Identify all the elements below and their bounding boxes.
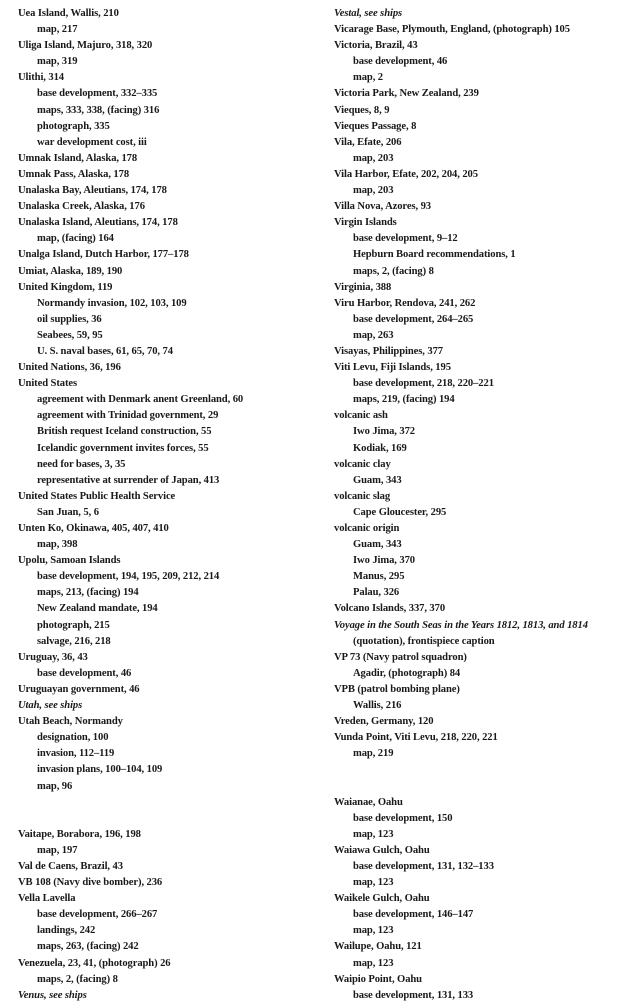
index-entry bbox=[18, 795, 323, 811]
index-entry: volcanic ash bbox=[334, 410, 388, 422]
index-subentry: base development, 131, 132–133 bbox=[353, 860, 494, 872]
index-entry: Umnak Island, Alaska, 178 bbox=[18, 152, 138, 164]
index-entry: Voyage in the South Seas in the Years 1812, 1813, and 1814 bbox=[334, 619, 588, 631]
index-entry: Vicarage Base, Plymouth, England, (photograph) 105 bbox=[334, 24, 570, 36]
index-subentry: map, 123 bbox=[353, 828, 394, 840]
index-entry: Vunda Point, Viti Levu, 218, 220, 221 bbox=[334, 732, 498, 744]
index-subentry: Iwo Jima, 372 bbox=[353, 426, 415, 438]
index-subentry: San Juan, 5, 6 bbox=[37, 506, 99, 518]
index-entry: Uea Island, Wallis, 210 bbox=[18, 8, 119, 19]
index-subentry: designation, 100 bbox=[37, 732, 109, 744]
index-subentry: base development, 332–335 bbox=[37, 88, 158, 100]
index-entry: Venus, see ships bbox=[18, 989, 87, 1001]
index-subentry: British request Iceland construction, 55 bbox=[37, 426, 212, 438]
index-entry: Viru Harbor, Rendova, 241, 262 bbox=[334, 297, 476, 309]
index-entry: Waikele Gulch, Oahu bbox=[334, 893, 430, 905]
index-subentry: map, 2 bbox=[353, 72, 384, 84]
index-subentry: base development, 131, 133 bbox=[353, 989, 474, 1001]
index-subentry: base development, 146–147 bbox=[353, 909, 474, 921]
index-subentry: Kodiak, 169 bbox=[353, 442, 407, 454]
index-subentry: photograph, 215 bbox=[37, 619, 110, 631]
index-subentry: Normandy invasion, 102, 103, 109 bbox=[37, 297, 187, 309]
index-entry: Wailupe, Oahu, 121 bbox=[334, 941, 422, 953]
index-subentry: maps, 333, 338, (facing) 316 bbox=[37, 104, 160, 116]
index-entry: Victoria, Brazil, 43 bbox=[334, 40, 418, 52]
index-subentry: map, (facing) 164 bbox=[37, 233, 114, 245]
index-subentry: map, 123 bbox=[353, 957, 394, 969]
index-subentry: maps, 2, (facing) 8 bbox=[37, 973, 118, 985]
index-entry: Vila Harbor, Efate, 202, 204, 205 bbox=[334, 168, 478, 180]
index-subentry: Seabees, 59, 95 bbox=[37, 329, 103, 341]
index-entry: Virgin Islands bbox=[334, 217, 397, 229]
index-entry: Unten Ko, Okinawa, 405, 407, 410 bbox=[18, 523, 169, 534]
index-subentry: base development, 218, 220–221 bbox=[353, 378, 494, 390]
index-entry: Waianae, Oahu bbox=[334, 796, 403, 808]
index-subentry: agreement with Denmark anent Greenland, 60 bbox=[37, 394, 244, 406]
index-entry: Villa Nova, Azores, 93 bbox=[334, 201, 431, 213]
index-subentry: Palau, 326 bbox=[353, 587, 400, 599]
index-subentry: Wallis, 216 bbox=[353, 700, 402, 712]
index-subentry: map, 123 bbox=[353, 925, 394, 937]
index-entry: Vestal, see ships bbox=[334, 8, 403, 19]
index-entry bbox=[18, 811, 323, 827]
index-subentry: base development, 266–267 bbox=[37, 909, 158, 921]
index-subentry: base development, 264–265 bbox=[353, 313, 474, 325]
index-entry: Uruguay, 36, 43 bbox=[18, 651, 88, 663]
index-subentry: map, 203 bbox=[353, 185, 394, 197]
index-subentry: base development, 46 bbox=[37, 667, 132, 679]
index-subentry: map, 219 bbox=[353, 748, 394, 760]
index-entry: Upolu, Samoan Islands bbox=[18, 555, 121, 567]
index-subentry: representative at surrender of Japan, 413 bbox=[37, 474, 220, 486]
index-subentry: maps, 213, (facing) 194 bbox=[37, 587, 139, 599]
index-subentry: need for bases, 3, 35 bbox=[37, 458, 126, 470]
index-subentry: (quotation), frontispiece caption bbox=[353, 635, 495, 647]
index-subentry: Agadir, (photograph) 84 bbox=[353, 667, 461, 679]
index-subentry: oil supplies, 36 bbox=[37, 313, 102, 325]
index-entry: United States bbox=[18, 378, 78, 390]
index-entry: Waiawa Gulch, Oahu bbox=[334, 844, 430, 856]
index-column-left bbox=[18, 6, 323, 1004]
index-entry bbox=[334, 779, 634, 795]
index-entry: Unalga Island, Dutch Harbor, 177–178 bbox=[18, 249, 189, 261]
index-entry: United Nations, 36, 196 bbox=[18, 362, 121, 374]
index-subentry: map, 197 bbox=[37, 844, 78, 856]
index-subentry: Manus, 295 bbox=[353, 571, 405, 583]
index-subentry: New Zealand mandate, 194 bbox=[37, 603, 158, 615]
index-subentry: agreement with Trinidad government, 29 bbox=[37, 410, 219, 422]
index-subentry: map, 217 bbox=[37, 24, 78, 36]
index-entry bbox=[334, 762, 634, 778]
index-subentry: map, 123 bbox=[353, 877, 394, 889]
index-subentry: Icelandic government invites forces, 55 bbox=[37, 442, 209, 454]
index-subentry: maps, 219, (facing) 194 bbox=[353, 394, 455, 406]
index-subentry: Iwo Jima, 370 bbox=[353, 555, 415, 567]
index-subentry: invasion plans, 100–104, 109 bbox=[37, 764, 163, 776]
index-subentry: photograph, 335 bbox=[37, 120, 110, 132]
index-subentry: war development cost, iii bbox=[37, 136, 147, 148]
index-subentry: Guam, 343 bbox=[353, 539, 402, 551]
index-entry: VP 73 (Navy patrol squadron) bbox=[334, 651, 467, 663]
index-subentry: U. S. naval bases, 61, 65, 70, 74 bbox=[37, 345, 173, 357]
index-subentry: base development, 46 bbox=[353, 56, 448, 68]
index-subentry: Cape Gloucester, 295 bbox=[353, 506, 447, 518]
index-entry: VPB (patrol bombing plane) bbox=[334, 683, 460, 695]
index-subentry: base development, 9–12 bbox=[353, 233, 458, 245]
index-entry: Vieques, 8, 9 bbox=[334, 104, 390, 116]
index-entry: Vaitape, Borabora, 196, 198 bbox=[18, 828, 141, 840]
index-entry: Unalaska Bay, Aleutians, 174, 178 bbox=[18, 185, 167, 197]
index-entry: Vella Lavella bbox=[18, 893, 76, 905]
index-entry: volcanic clay bbox=[334, 458, 391, 470]
index-entry: VB 108 (Navy dive bomber), 236 bbox=[18, 877, 163, 889]
index-subentry: salvage, 216, 218 bbox=[37, 635, 111, 647]
index-entry: Uliga Island, Majuro, 318, 320 bbox=[18, 40, 153, 52]
index-entry: United States Public Health Service bbox=[18, 490, 176, 502]
index-entry: Visayas, Philippines, 377 bbox=[334, 345, 443, 357]
index-entry: Vreden, Germany, 120 bbox=[334, 716, 434, 728]
index-subentry: map, 398 bbox=[37, 539, 78, 551]
index-entry: Uruguayan government, 46 bbox=[18, 683, 140, 695]
index-entry: Volcano Islands, 337, 370 bbox=[334, 603, 446, 615]
index-entry: Val de Caens, Brazil, 43 bbox=[18, 860, 123, 872]
index-entry: Vila, Efate, 206 bbox=[334, 136, 402, 148]
index-entry: Utah Beach, Normandy bbox=[18, 716, 123, 728]
index-entry: Victoria Park, New Zealand, 239 bbox=[334, 88, 479, 100]
index-subentry: base development, 194, 195, 209, 212, 214 bbox=[37, 571, 220, 583]
index-subentry: Hepburn Board recommendations, 1 bbox=[353, 249, 516, 261]
index-subentry: map, 96 bbox=[37, 780, 73, 792]
index-entry: United Kingdom, 119 bbox=[18, 281, 113, 293]
index-entry: Waipio Point, Oahu bbox=[334, 973, 422, 985]
index-entry: Viti Levu, Fiji Islands, 195 bbox=[334, 362, 451, 374]
index-subentry: landings, 242 bbox=[37, 925, 96, 937]
index-entry: Ulithi, 314 bbox=[18, 72, 64, 84]
index-entry: Umiat, Alaska, 189, 190 bbox=[18, 265, 123, 277]
index-subentry: base development, 150 bbox=[353, 812, 453, 824]
index-subentry: Guam, 343 bbox=[353, 474, 402, 486]
index-entry: Vieques Passage, 8 bbox=[334, 120, 417, 132]
index-entry: volcanic origin bbox=[334, 523, 400, 534]
index-subentry: map, 263 bbox=[353, 329, 394, 341]
index-subentry: invasion, 112–119 bbox=[37, 748, 115, 760]
index-entry: Unalaska Island, Aleutians, 174, 178 bbox=[18, 217, 178, 229]
index-subentry: maps, 2, (facing) 8 bbox=[353, 265, 434, 277]
index-column-right bbox=[334, 6, 634, 1004]
index-subentry: map, 203 bbox=[353, 152, 394, 164]
index-subentry: map, 319 bbox=[37, 56, 78, 68]
index-entry: Virginia, 388 bbox=[334, 281, 392, 293]
index-entry: volcanic slag bbox=[334, 490, 391, 502]
index-entry: Umnak Pass, Alaska, 178 bbox=[18, 168, 130, 180]
index-entry: Venezuela, 23, 41, (photograph) 26 bbox=[18, 957, 171, 969]
index-entry: Unalaska Creek, Alaska, 176 bbox=[18, 201, 145, 213]
index-entry: Utah, see ships bbox=[18, 700, 83, 712]
index-subentry: maps, 263, (facing) 242 bbox=[37, 941, 139, 953]
